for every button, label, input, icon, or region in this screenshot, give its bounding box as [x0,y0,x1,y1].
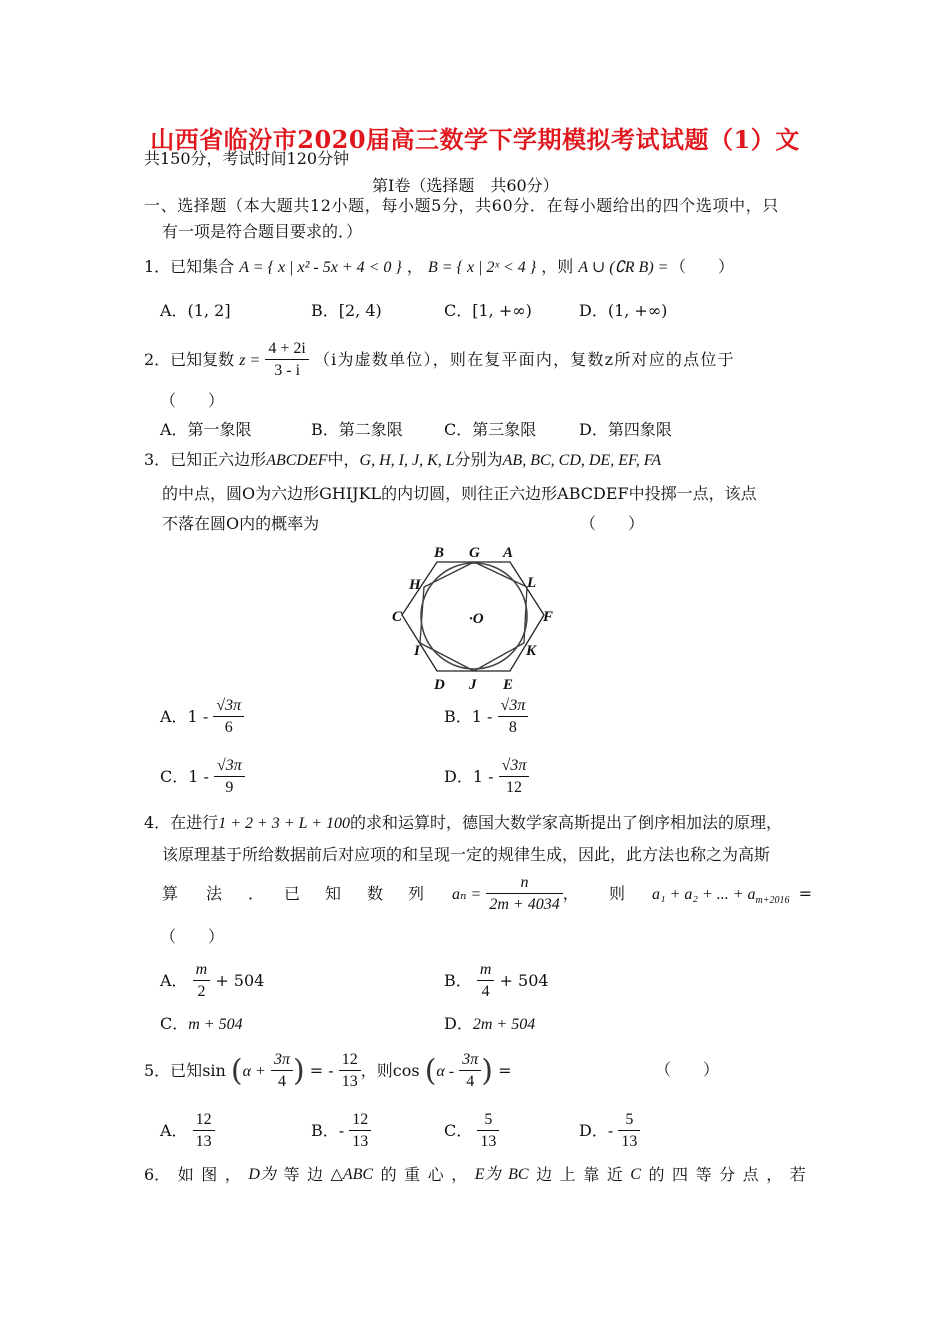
q6-word: BC [508,1166,529,1183]
q6-word: 靠 [583,1165,600,1184]
section-heading-line1: 一、选择题（本大题共12小题，每小题5分，共60分．在每小题给出的四个选项中，只 [144,196,779,215]
q5-option-d-den: 13 [621,1133,638,1150]
q4-sum-terms: a₁ + a₂ + ... + a [652,886,756,903]
q5-then: ，则 [360,1061,393,1080]
q4-answer-paren: （ ） [160,927,225,946]
label-g: G [469,545,480,561]
q6-word: 近 [606,1165,623,1184]
exam-meta: 共150分，考试时间120分钟 [144,149,350,168]
q5-num2: 12 [339,1050,361,1071]
label-k: K [526,643,537,659]
q1-option-d: D．(1, +∞) [579,301,668,320]
q6-word: ， [224,1165,241,1184]
q2-stem: 2．已知复数 [144,350,235,369]
q3-sides: AB, BC, CD, DE, EF, FA [502,452,662,469]
q4-eq: = [798,884,812,903]
q4-option-d-text: 2m + 504 [472,1016,536,1033]
q5-den2: 13 [341,1073,358,1090]
q6-word: 等 [695,1165,712,1184]
q3-option-d-label: D．1 - [444,767,494,786]
q5-option-a [160,1110,215,1153]
section-heading-line2: 有一项是符合题目要求的．） [162,222,363,241]
q5-num3: 3π [459,1050,481,1071]
q5-alpha-plus: α + [242,1063,266,1080]
q2-fraction [265,339,308,382]
q5-option-b-num: 12 [349,1110,371,1131]
q3-option-d [444,756,529,799]
q6-word: 的 [380,1165,397,1184]
q4-then: 则 [609,884,626,903]
label-i: I [414,643,420,659]
q3-option-b [444,696,528,739]
q6-word: 如 [177,1165,194,1184]
q6-word: 点 [742,1165,759,1184]
q4-option-c-text: m + 504 [188,1016,243,1033]
label-l: L [527,575,537,591]
q3-answer-paren: （ ） [580,514,645,533]
question-1: 1．已知集合 A = { x | x² - 5x + 4 < 0 } ， B = { x | 2ˣ < 4 } ，则 A ∪ (∁R B) = [144,257,669,276]
q5-option-b-sign: - [338,1121,345,1140]
label-a: A [503,545,514,561]
q5-answer-paren: （ ） [655,1060,720,1079]
q2-stem-rest: （i为虚数单位），则在复平面内，复数z所对应的点位于 [313,350,735,369]
q3-option-b-den: 8 [508,719,517,736]
q4-sequence [452,873,579,916]
q2-option-a: A．第一象限 [160,420,252,439]
q4-option-b [444,960,549,1003]
q4-option-a-den: 2 [197,983,206,1000]
q6-word: 四 [672,1165,689,1184]
q1-set-a: A = { x | x² - 5x + 4 < 0 } [239,259,402,276]
q6-word: 分 [719,1165,736,1184]
q1-stem: 1．已知集合 [144,257,235,276]
q6-word: E为 [474,1166,501,1183]
q3-option-b-num: √3π [498,696,529,717]
q5-option-b [311,1110,371,1153]
q3-midpoints: G, H, I, J, K, L [359,452,455,469]
q5-option-d-sign: - [607,1121,614,1140]
q5-option-a-den: 13 [195,1133,212,1150]
q2-denominator: 3 - i [274,362,301,379]
q6-word: ， [766,1165,783,1184]
q4-an: aₙ = [452,886,482,903]
q6-word: 等 [283,1165,300,1184]
question-3-line1 [144,450,661,471]
q5-option-b-den: 13 [352,1133,369,1150]
q4-option-a-label: A． [160,971,188,990]
q4-num: n [486,873,562,894]
q1-then: ，则 [541,257,574,276]
q1-option-c: C．[1, +∞) [444,301,532,320]
label-f: F [543,609,554,625]
q3-in: 中， [327,450,360,469]
q6-word: 的 [648,1165,665,1184]
q5-option-d-label: D． [579,1121,608,1140]
label-o: ·O [469,611,484,627]
q6-word: D为 [248,1166,276,1183]
q3-option-c-den: 9 [225,779,234,796]
q2-option-b: B．第二象限 [311,420,403,439]
q2-numerator: 4 + 2i [265,339,308,360]
q4-sum-subscript: m+2016 [755,895,790,907]
q5-option-c-den: 13 [480,1133,497,1150]
q5-option-b-label: B． [311,1121,339,1140]
q4-den: 2m + 4034 [489,896,560,913]
q3-option-a-den: 6 [224,719,233,736]
q5-option-d [579,1110,640,1153]
q3-option-c-label: C．1 - [160,767,209,786]
q5-num1: 3π [271,1050,293,1071]
q5-option-a-label: A． [160,1121,188,1140]
q5-option-c [444,1110,499,1153]
q1-expression: A ∪ (∁R B) = [578,259,669,276]
q4-option-b-tail: + 504 [499,971,549,990]
q6-word: 边 [307,1165,324,1184]
q6-word: 6． [144,1165,171,1184]
q4-word-2: 法 [206,884,223,903]
q6-word: 重 [404,1165,421,1184]
q5-option-c-num: 5 [477,1110,499,1131]
q3-option-b-label: B．1 - [444,707,493,726]
q5-stem: 5．已知 [144,1061,203,1080]
q5-option-d-num: 5 [618,1110,640,1131]
q4-option-c-label: C． [160,1014,189,1033]
q4-stem: 4．在进行 [144,813,219,832]
q6-word: ， [451,1165,468,1184]
q6-word: 边 [536,1165,553,1184]
label-j: J [469,677,477,693]
label-b: B [434,545,445,561]
document-title: 山西省临汾市2020届高三数学下学期模拟考试试题（1）文 [150,125,800,154]
q4-option-d-label: D． [444,1014,473,1033]
q4-option-d [444,1014,535,1035]
q4-option-c [160,1014,243,1035]
q3-option-a-num: √3π [213,696,244,717]
q6-word: 心 [427,1165,444,1184]
q5-alpha-minus: α - [436,1063,455,1080]
volume-heading: 第Ⅰ卷（选择题 共60分） [372,176,559,195]
q4-word-7: 列 [408,884,425,903]
q4-option-b-label: B． [444,971,472,990]
q3-are: 分别为 [454,450,503,469]
q2-z: z = [239,352,261,369]
question-2 [144,339,735,382]
q4-option-b-den: 4 [481,983,490,1000]
q4-option-a-tail: + 504 [215,971,265,990]
q3-option-d-den: 12 [506,779,522,796]
question-3-line2: 的中点，圆O为六边形GHIJKL的内切圆，则往正六边形ABCDEF中投掷一点，该点 [162,484,757,503]
q4-word-1: 算 [162,884,179,903]
q4-sum [652,884,812,911]
q3-option-d-num: √3π [499,756,530,777]
q5-eq-neg: = - [309,1061,334,1080]
label-e: E [503,677,514,693]
q3-option-c-num: √3π [214,756,245,777]
q6-word: C [630,1166,641,1183]
q4-option-a [160,960,264,1003]
q4-word-5: 知 [325,884,342,903]
q6-word: 图 [201,1165,218,1184]
q4-option-b-num: m [477,960,495,981]
q5-eq: = [498,1061,512,1080]
q3-option-a-label: A．1 - [160,707,209,726]
q4-sum-expr: 1 + 2 + 3 + L + 100 [218,815,350,832]
question-4-line2: 该原理基于所给数据前后对应项的和呈现一定的规律生成，因此，此方法也称之为高斯 [162,845,771,864]
q2-answer-paren: （ ） [160,391,225,410]
q5-option-c-label: C． [444,1121,473,1140]
q1-set-b: B = { x | 2ˣ < 4 } [427,259,537,276]
q6-word: △ABC [330,1166,374,1183]
q4-word-4: 已 [284,884,301,903]
q5-option-a-num: 12 [193,1110,215,1131]
q2-option-d: D．第四象限 [579,420,672,439]
q5-den3: 4 [466,1073,475,1090]
label-d: D [434,677,445,693]
q2-option-c: C．第三象限 [444,420,537,439]
label-h: H [409,577,421,593]
question-5: 5．已知sin (α + $\frac{3\pi}{4}$ ) = - $\frac{12}{13}$ ，则cos (α - $\frac{3\pi}{4}$ ) = [144,1050,511,1093]
q3-option-c [160,756,245,799]
q6-word: 上 [559,1165,576,1184]
question-4-line1 [144,813,782,834]
q5-cos: cos [392,1061,420,1080]
q4-comma: ， [562,884,579,903]
q4-stem-rest: 的求和运算时，德国大数学家高斯提出了倒序相加法的原理， [349,813,782,832]
q4-word-3: ． [248,884,265,903]
q5-den1: 4 [277,1073,286,1090]
question-6 [144,1165,806,1185]
q1-option-a: A．(1, 2] [160,301,231,320]
q4-option-a-num: m [193,960,211,981]
q1-option-b: B．[2, 4) [311,301,382,320]
q3-option-a [160,696,244,739]
hexagon-figure [390,540,560,695]
label-c: C [392,609,403,625]
q4-word-6: 数 [367,884,384,903]
q5-sin: sin [202,1061,226,1080]
q3-stem: 3．已知正六边形 [144,450,267,469]
question-3-line3: 不落在圆O内的概率为 [162,514,320,533]
q6-word: 若 [789,1165,806,1184]
q1-answer-paren: （ ） [670,257,735,276]
q3-hexagon: ABCDEF [266,452,328,469]
